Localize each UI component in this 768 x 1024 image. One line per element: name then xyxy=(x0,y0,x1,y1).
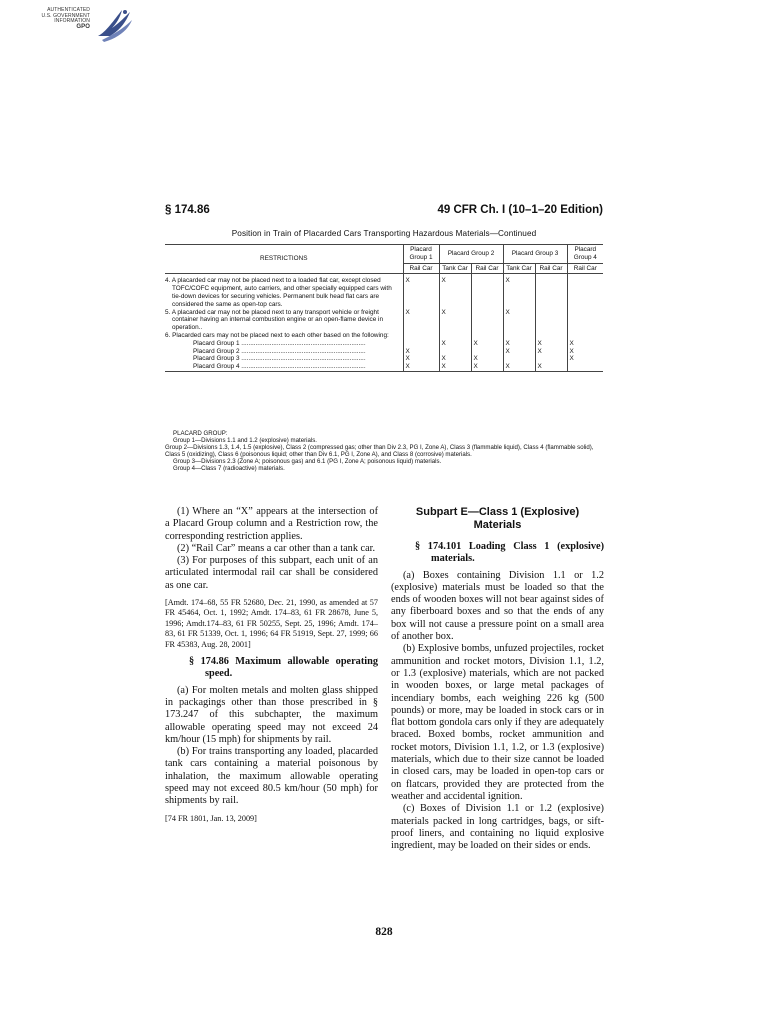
table-cell: X xyxy=(567,348,603,356)
logo-line-2: U.S. GOVERNMENT xyxy=(41,12,90,19)
table-cell xyxy=(471,332,503,340)
footnote-line: Group 4—Class 7 (radioactive) materials. xyxy=(173,465,285,473)
table-cell: X xyxy=(503,274,535,309)
table-row xyxy=(165,309,603,332)
sub-header-rail-car: Rail Car xyxy=(403,263,439,274)
restriction-text: 5. A placarded car may not be placed next to any transport vehicle or freight container having an internal combustion engine or an open-flame device in operation.. xyxy=(165,308,384,332)
restriction-text: 6. Placarded cars may not be placed next to each other based on the following: xyxy=(165,331,389,339)
table-cell: X xyxy=(403,274,439,309)
section-heading: § 174.86 Maximum allowable operating speed. xyxy=(189,656,378,680)
restrictions-header: RESTRICTIONS xyxy=(165,245,403,274)
footnote-line: Group 2—Divisions 1.3, 1.4, 1.5 (explosive), Class 2 (compressed gas; other than Div 2.3, PG I, Zone A), Class 3 (flammable liquid), Class 4 (flammable solid), Class 5 (oxidizing), Class 6 (poisonous liquid; other than Div 6.1, PG I, Zone A), and Class 8 (corrosive) materials. xyxy=(165,444,594,459)
table-cell xyxy=(403,332,439,340)
paragraph: (b) For trains transporting any loaded, placarded tank cars containing a material poisonous by inhalation, the maximum allowable operating speed may not exceed 80.5 km/hour (50 mph) for shipments by rail. xyxy=(165,746,378,807)
hazmat-table xyxy=(165,244,603,372)
table-cell: X xyxy=(439,274,471,309)
table-row xyxy=(165,332,603,340)
page-number: 828 xyxy=(375,926,393,938)
amendment-citation: [Amdt. 174–68, 55 FR 52680, Dec. 21, 1990, as amended at 57 FR 45464, Oct. 1, 1992; Amdt. 174–83, 61 FR 28678, June 5, 1996; Amdt.174–83, 61 FR 50255, Sept. 25, 1996; Amdt. 174–83, 61 FR 51339, Oct. 1, 1996; 64 FR 51919, Sept. 27, 1999; 66 FR 45383, Aug. 28, 2001] xyxy=(165,598,378,649)
table-cell: X xyxy=(439,355,471,363)
table-row xyxy=(165,348,603,356)
gpo-authentication-logo xyxy=(28,6,148,46)
table-cell xyxy=(535,274,567,309)
table-cell: X xyxy=(471,355,503,363)
table-cell: X xyxy=(439,340,471,348)
table-cell xyxy=(471,309,503,332)
paragraph: (3) For purposes of this subpart, each unit of an articulated intermodal rail car shall be considered as one car. xyxy=(165,555,378,591)
table-cell: X xyxy=(503,348,535,356)
footnote-line: Group 1—Divisions 1.1 and 1.2 (explosive) materials. xyxy=(173,437,317,445)
running-head xyxy=(165,204,603,220)
restriction-text: Placard Group 4 ...................................................................... xyxy=(165,363,403,371)
footnote-line: PLACARD GROUP: xyxy=(173,430,228,437)
table-cell xyxy=(403,340,439,348)
table-cell: X xyxy=(503,309,535,332)
sub-header-rail-car: Rail Car xyxy=(535,263,567,274)
table-cell: X xyxy=(403,348,439,356)
table-cell xyxy=(503,332,535,340)
table-cell xyxy=(535,309,567,332)
table-title: Position in Train of Placarded Cars Transporting Hazardous Materials—Continued xyxy=(231,229,537,238)
group-header-2: Placard Group 2 xyxy=(439,245,503,264)
group-header-4: Placard Group 4 xyxy=(567,245,603,264)
sub-header-rail-car: Rail Car xyxy=(567,263,603,274)
paragraph: (a) Boxes containing Division 1.1 or 1.2 (explosive) materials must be loaded so that the ends of wooden boxes will not bear against sides of any fiberboard boxes and so that the ends of any box will not cause a pressure point on a small area of another box. xyxy=(391,569,604,643)
restriction-text: 4. A placarded car may not be placed next to a loaded flat car, except closed TOFC/COFC equipment, auto carriers, and other specially equipped cars with tie-down devices for securing vehicles. Permanent bulk head flat cars are considered the same as open-top cars. xyxy=(165,277,392,308)
eagle-icon xyxy=(92,6,140,46)
table-cell: X xyxy=(439,363,471,371)
right-column xyxy=(391,506,604,852)
table-cell: X xyxy=(471,363,503,371)
table-cell xyxy=(535,332,567,340)
sub-header-tank-car: Tank Car xyxy=(439,263,471,274)
group-header-3: Placard Group 3 xyxy=(503,245,567,264)
table-cell xyxy=(439,348,471,356)
section-number: § 174.86 xyxy=(165,204,210,216)
cfr-edition: 49 CFR Ch. I (10–1–20 Edition) xyxy=(437,204,603,216)
table-cell xyxy=(567,332,603,340)
table-cell: X xyxy=(535,363,567,371)
footnote-line: Group 3—Divisions 2.3 (Zone A; poisonous gas) and 6.1 (PG I, Zone A; poisonous liquid) materials. xyxy=(173,458,442,466)
logo-gpo-mark: GPO xyxy=(76,23,90,30)
table-cell xyxy=(471,348,503,356)
table-cell: X xyxy=(535,348,567,356)
table-row xyxy=(165,274,603,309)
table-cell xyxy=(567,309,603,332)
table-cell: X xyxy=(535,340,567,348)
restriction-text: Placard Group 2 ...................................................................... xyxy=(193,347,366,355)
table-cell xyxy=(567,274,603,309)
table-cell: X xyxy=(503,363,535,371)
table-cell xyxy=(439,332,471,340)
table-cell: X xyxy=(403,355,439,363)
table-footnote xyxy=(165,430,603,473)
table-row xyxy=(165,363,603,371)
paragraph: (c) Boxes of Division 1.1 or 1.2 (explosive) materials packed in long cartridges, bags, or sift-proof liners, and containing no liquid explosive ingredient, may be loaded on their sides or ends. xyxy=(391,803,604,852)
table-cell: X xyxy=(439,309,471,332)
section-heading: § 174.101 Loading Class 1 (explosive) materials. xyxy=(415,541,604,565)
restriction-text: Placard Group 3 ...................................................................... xyxy=(193,355,366,363)
table-cell: X xyxy=(567,355,603,363)
logo-line-1: AUTHENTICATED xyxy=(47,7,90,13)
subpart-heading: Subpart E—Class 1 (Explosive) Materials xyxy=(415,506,580,531)
table-cell xyxy=(535,355,567,363)
sub-header-rail-car: Rail Car xyxy=(471,263,503,274)
paragraph: (a) For molten metals and molten glass shipped in packagings other than those prescribed in § 173.247 of this subchapter, the maximum allowable operating speed may not exceed 24 km/hour (15 mph) for shipments by rail. xyxy=(165,684,378,745)
table-cell xyxy=(471,274,503,309)
gpo-logo-text xyxy=(28,8,90,30)
table-cell: X xyxy=(403,363,439,371)
table-cell: X xyxy=(403,309,439,332)
table-cell: X xyxy=(471,340,503,348)
amendment-citation: [74 FR 1801, Jan. 13, 2009] xyxy=(165,813,257,823)
table-cell xyxy=(503,355,535,363)
table-cell: X xyxy=(567,340,603,348)
table-cell xyxy=(567,363,603,371)
restriction-text: Placard Group 1 ...................................................................... xyxy=(193,339,366,347)
group-header-1: Placard Group 1 xyxy=(403,245,439,264)
table-cell: X xyxy=(503,340,535,348)
paragraph: (1) Where an “X” appears at the intersection of a Placard Group column and a Restriction row, the corresponding restriction applies. xyxy=(165,506,378,542)
logo-line-3: INFORMATION xyxy=(54,18,90,24)
paragraph: (b) Explosive bombs, unfuzed projectiles, rocket ammunition and rocket motors, Division 1.1, 1.2, or 1.3 (explosive) materials, which are not packed in wooden boxes, or large metal packages of incendiary bombs, each weighing 226 kg (500 pounds) or more, may be loaded in stock cars or in flat bottom gondola cars only if they are adequately braced. Boxed bombs, rocket ammunition and rocket motors, Division 1.1, 1.2, or 1.3 (explosive) materials, which due to their size cannot be loaded in closed cars, may be loaded in open-top cars or on flatcars, provided they are protected from the weather and accidental ignition. xyxy=(391,643,604,802)
table-row xyxy=(165,355,603,363)
sub-header-tank-car: Tank Car xyxy=(503,263,535,274)
paragraph: (2) “Rail Car” means a car other than a tank car. xyxy=(177,542,376,554)
left-column xyxy=(165,506,378,830)
table-row xyxy=(165,340,603,348)
